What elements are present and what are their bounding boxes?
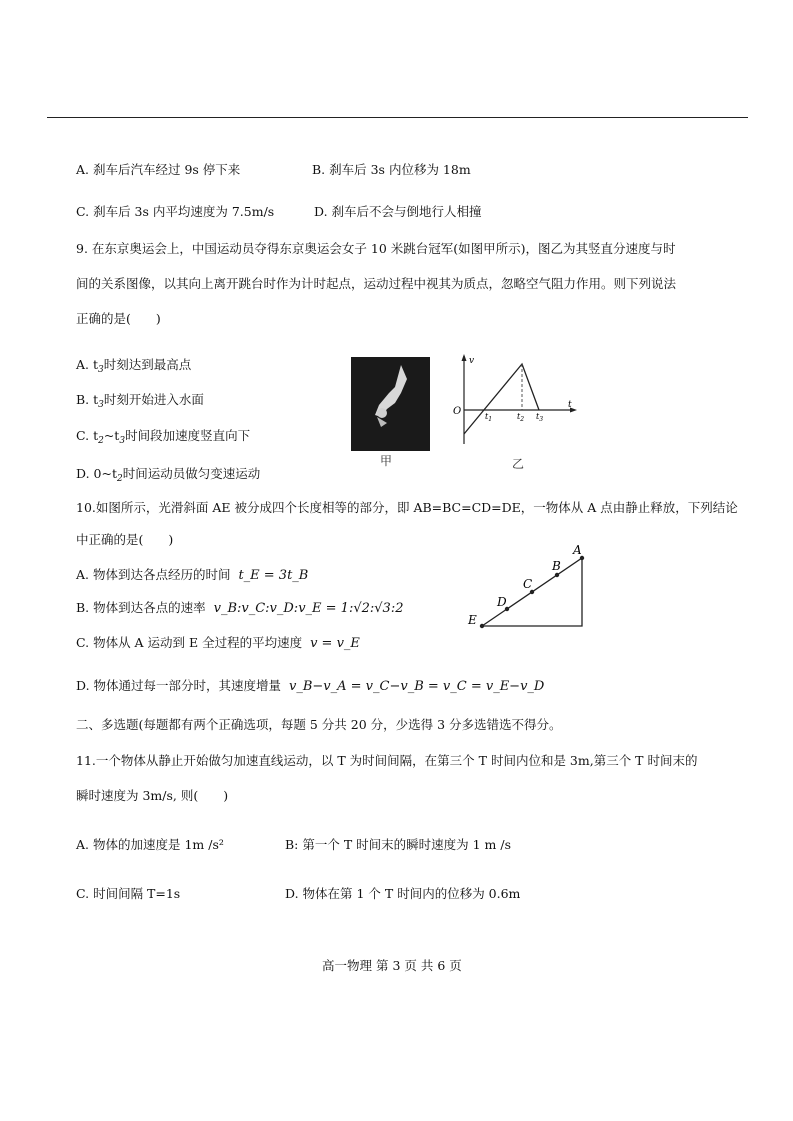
section-2-heading: 二、多选题(每题都有两个正确选项，每题 5 分共 20 分，少选得 3 分多选错选不得分。 [76,717,562,732]
q8-option-c: C. 刹车后 3s 内平均速度为 7.5m/s [76,204,275,219]
page-footer: 高一物理 第 3 页 共 6 页 [322,958,462,973]
q11-option-d: D. 物体在第 1 个 T 时间内的位移为 0.6m [285,886,521,901]
point-b-label: B [552,559,561,573]
q10-option-b-math: v_B:v_C:v_D:v_E = 1:√2:√3:2 [213,601,404,616]
figure-jia-caption: 甲 [380,454,393,468]
q8-option-a: A. 刹车后汽车经过 9s 停下来 [76,162,241,177]
vt-graph [450,352,580,448]
q11-option-c: C. 时间间隔 T=1s [76,886,181,901]
q11-stem-line-2: 瞬时速度为 3m/s, 则( ) [76,788,229,803]
q9-option-a: A. $t_3$时刻达到最高点 [76,357,192,375]
incline-figure [462,544,592,636]
q8-option-b: B. 刹车后 3s 内位移为 18m [312,162,471,177]
q9-option-b: B. $t_3$时刻开始进入水面 [76,392,204,410]
q10-option-a-math: t_E = 3t_B [238,568,309,583]
vt-graph-line [464,364,539,434]
t1-label: $t_1$ [485,412,493,423]
diver-silhouette-icon [351,357,430,451]
q9-stem-line-2: 间的关系图像，以其向上离开跳台时作为计时起点，运动过程中视其为质点，忽略空气阻力作用。则下列说法 [76,276,677,291]
header-rule [47,117,748,118]
q10-option-d: D. 物体通过每一部分时，其速度增量 v_B−v_A = v_C−v_B = v_C = v_E−v_D [76,678,545,694]
diver-photo [351,357,430,451]
origin-label: O [453,406,462,417]
q10-option-c: C. 物体从 A 运动到 E 全过程的平均速度 v = v_E [76,635,360,651]
q11-option-a: A. 物体的加速度是 1m /s² [76,837,224,852]
q10-option-d-math: v_B−v_A = v_C−v_B = v_C = v_E−v_D [288,679,545,694]
q9-stem-line-1: 9. 在东京奥运会上，中国运动员夺得东京奥运会女子 10 米跳台冠军(如图甲所示)，图乙为其竖直分速度与时 [76,241,676,256]
point-c-label: C [523,577,533,591]
point-d-label: D [497,595,507,609]
q9-option-d: D. $0\sim t_2$时间运动员做匀变速运动 [76,466,261,484]
point-e-label: E [468,613,477,627]
q11-option-b: B: 第一个 T 时间末的瞬时速度为 1 m /s [285,837,512,852]
v-axis-label: v [469,356,475,366]
figure-yi-caption: 乙 [512,457,525,471]
q8-option-d: D. 刹车后不会与倒地行人相撞 [314,204,482,219]
q11-stem-line-1: 11.一个物体从静止开始做匀加速直线运动，以 T 为时间间隔，在第三个 T 时间内位和是 3m,第三个 T 时间末的 [76,753,698,768]
t3-label: $t_3$ [536,412,544,423]
q10-option-c-math: v = v_E [310,636,360,651]
point-a-label: A [573,544,582,557]
t-axis-label: t [568,400,572,410]
point-b-dot [555,573,559,577]
q10-option-b: B. 物体到达各点的速率 v_B:v_C:v_D:v_E = 1:√2:√3:2 [76,600,404,616]
point-e-dot [480,624,484,628]
q9-stem-line-3: 正确的是( ) [76,311,161,326]
q10-option-a: A. 物体到达各点经历的时间 t_E = 3t_B [76,567,309,583]
q9-option-c: C. $t_2\sim t_3$时间段加速度竖直向下 [76,428,251,446]
v-axis-arrow-icon [462,354,467,361]
q10-stem-line-1: 10.如图所示，光滑斜面 AE 被分成四个长度相等的部分，即 AB=BC=CD=DE，一物体从 A 点由静止释放，下列结论 [76,500,738,515]
t2-label: $t_2$ [517,412,525,423]
q10-stem-line-2: 中正确的是( ) [76,532,174,547]
